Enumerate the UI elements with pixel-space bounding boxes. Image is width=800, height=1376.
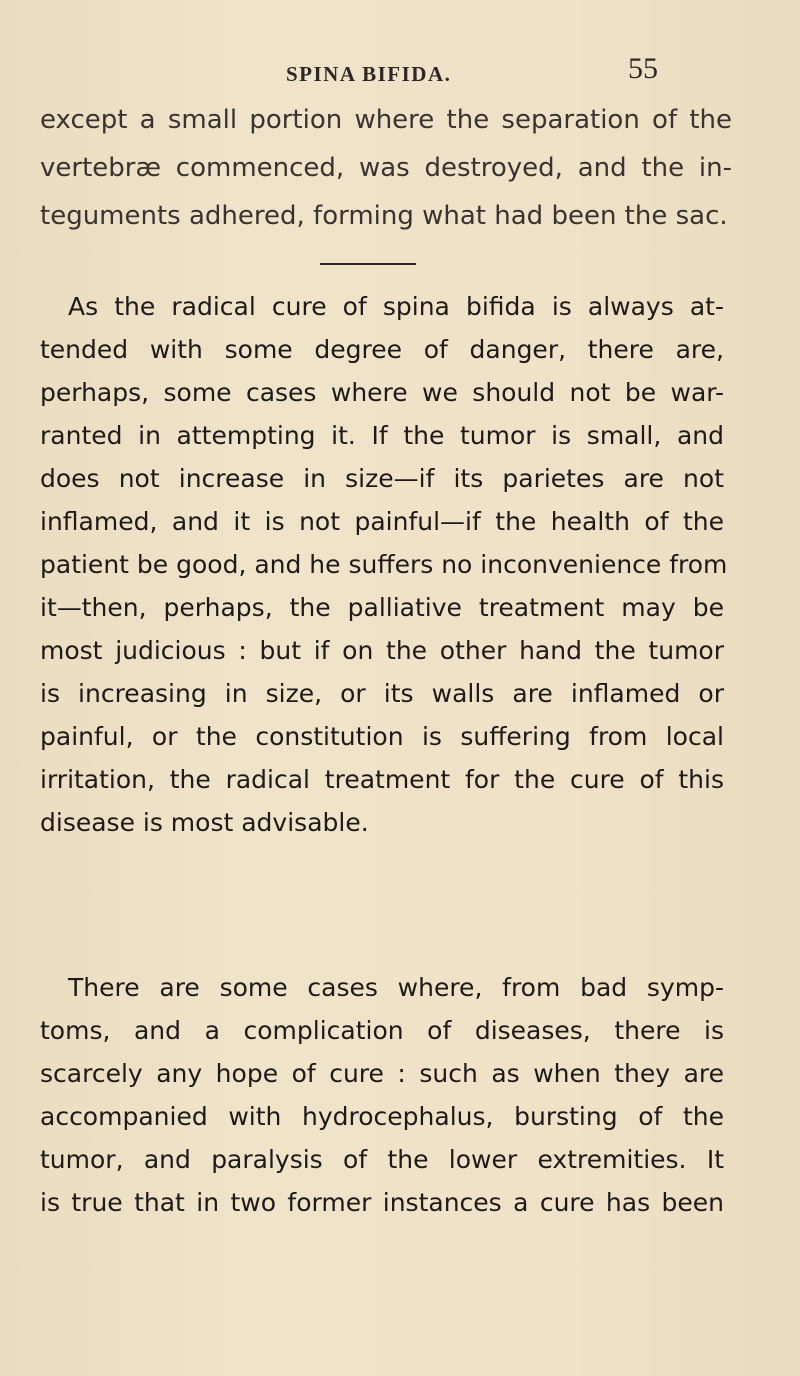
text-line: tended with some degree of danger, there are, <box>40 335 724 364</box>
paragraph-hopeless-cases <box>40 966 724 1224</box>
paragraph-radical-cure <box>40 285 728 844</box>
text-line: except a small portion where the separation of the <box>40 105 732 135</box>
page-number: 55 <box>628 52 658 85</box>
page-header <box>0 52 800 96</box>
text-line: does not increase in size—if its parietes are not <box>40 464 724 493</box>
text-line: patient be good, and he suffers no inconvenience from <box>40 550 728 579</box>
text-line: is true that in two former instances a cure has been <box>40 1188 724 1217</box>
text-line: it—then, perhaps, the palliative treatment may be <box>40 593 724 622</box>
text-line: perhaps, some cases where we should not be war- <box>40 378 724 407</box>
text-line: As the radical cure of spina bifida is always at- <box>68 292 724 321</box>
text-line: tumor, and paralysis of the lower extremities. It <box>40 1145 724 1174</box>
text-line: accompanied with hydrocephalus, bursting of the <box>40 1102 724 1131</box>
continuation-paragraph <box>40 96 732 240</box>
text-line: vertebræ commenced, was destroyed, and the in- <box>40 153 732 183</box>
text-line: toms, and a complication of diseases, there is <box>40 1016 724 1045</box>
text-line: scarcely any hope of cure : such as when they are <box>40 1059 724 1088</box>
text-line: is increasing in size, or its walls are inflamed or <box>40 679 724 708</box>
text-line: irritation, the radical treatment for the cure of this <box>40 765 724 794</box>
text-line: disease is most advisable. <box>40 808 369 837</box>
section-divider <box>320 263 416 265</box>
running-head: SPINA BIFIDA. <box>286 62 452 86</box>
text-line: inflamed, and it is not painful—if the health of the <box>40 507 724 536</box>
text-line: ranted in attempting it. If the tumor is small, and <box>40 421 724 450</box>
text-line: most judicious : but if on the other hand the tumor <box>40 636 724 665</box>
text-line: teguments adhered, forming what had been the sac. <box>40 201 728 231</box>
text-line: painful, or the constitution is suffering from local <box>40 722 724 751</box>
text-line: There are some cases where, from bad symp- <box>68 973 724 1002</box>
